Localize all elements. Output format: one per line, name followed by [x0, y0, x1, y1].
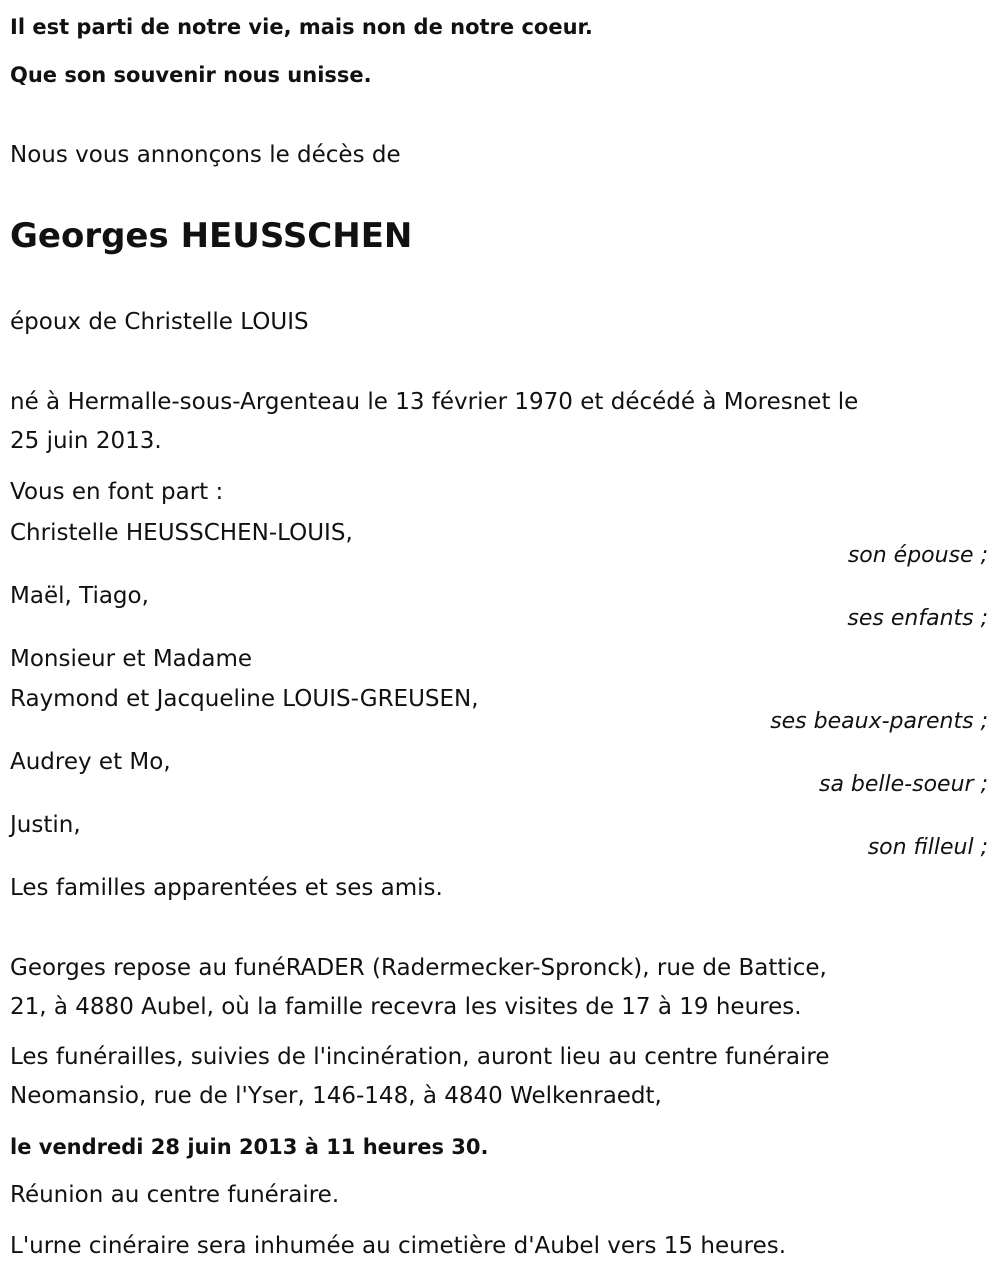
spouse-line: époux de Christelle LOUIS	[10, 309, 309, 335]
repose-line-1: Georges repose au funéRADER (Radermecker-Spronck), rue de Battice,	[10, 955, 827, 981]
deceased-name: Georges HEUSSCHEN	[10, 216, 413, 256]
announce-text: Vous en font part :	[10, 479, 224, 505]
intro-text: Nous vous annonçons le décès de	[10, 142, 401, 168]
family-relation: son épouse ;	[847, 543, 988, 568]
family-names: Monsieur et Madame	[10, 646, 253, 672]
family-names: Raymond et Jacqueline LOUIS-GREUSEN,	[10, 686, 479, 712]
repose-line-2: 21, à 4880 Aubel, où la famille recevra les visites de 17 à 19 heures.	[10, 994, 802, 1020]
urn-text: L'urne cinéraire sera inhumée au cimetière d'Aubel vers 15 heures.	[10, 1233, 787, 1259]
epigraph-line-1: Il est parti de notre vie, mais non de notre coeur.	[10, 15, 593, 39]
birth-death-line-2: 25 juin 2013.	[10, 428, 162, 454]
family-relation: ses beaux-parents ;	[770, 709, 988, 734]
funeral-date: le vendredi 28 juin 2013 à 11 heures 30.	[10, 1135, 489, 1159]
meeting-text: Réunion au centre funéraire.	[10, 1182, 340, 1208]
family-names: Maël, Tiago,	[10, 583, 149, 609]
family-names: Justin,	[10, 812, 81, 838]
others-text: Les familles apparentées et ses amis.	[10, 875, 443, 901]
funeral-line-2: Neomansio, rue de l'Yser, 146-148, à 4840 Welkenraedt,	[10, 1083, 662, 1109]
family-relation: ses enfants ;	[847, 606, 988, 631]
birth-death-line-1: né à Hermalle-sous-Argenteau le 13 février 1970 et décédé à Moresnet le	[10, 389, 859, 415]
funeral-line-1: Les funérailles, suivies de l'incinération, auront lieu au centre funéraire	[10, 1044, 830, 1070]
family-names: Christelle HEUSSCHEN-LOUIS,	[10, 520, 353, 546]
family-relation: son filleul ;	[867, 835, 988, 860]
epigraph-line-2: Que son souvenir nous unisse.	[10, 63, 372, 87]
family-relation: sa belle-soeur ;	[819, 772, 988, 797]
family-names: Audrey et Mo,	[10, 749, 171, 775]
